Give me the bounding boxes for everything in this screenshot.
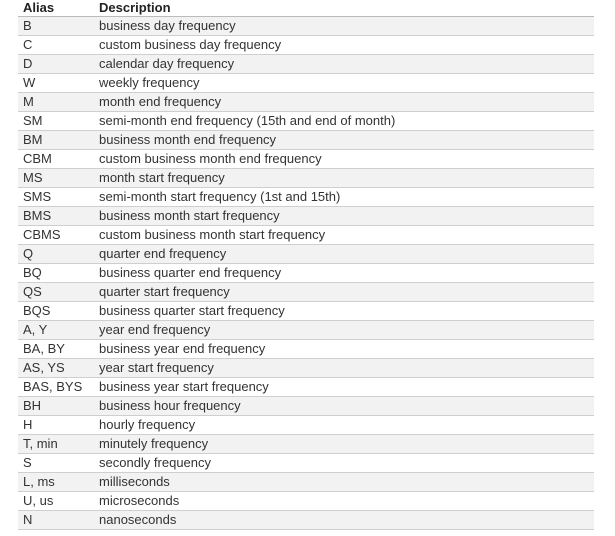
column-header-alias: Alias — [18, 0, 94, 17]
description-cell: milliseconds — [94, 473, 594, 492]
table-row — [18, 264, 594, 283]
table-row — [18, 454, 594, 473]
table-row — [18, 473, 594, 492]
description-cell: nanoseconds — [94, 511, 594, 530]
alias-cell: U, us — [18, 492, 94, 511]
alias-cell: M — [18, 93, 94, 112]
alias-cell: BA, BY — [18, 340, 94, 359]
alias-cell: CBMS — [18, 226, 94, 245]
alias-cell: N — [18, 511, 94, 530]
description-cell: business month start frequency — [94, 207, 594, 226]
description-cell: business quarter start frequency — [94, 302, 594, 321]
table-row — [18, 36, 594, 55]
alias-cell: H — [18, 416, 94, 435]
description-cell: year start frequency — [94, 359, 594, 378]
alias-cell: T, min — [18, 435, 94, 454]
description-cell: business day frequency — [94, 17, 594, 36]
offset-aliases-table — [18, 0, 594, 530]
description-cell: month start frequency — [94, 169, 594, 188]
table-row — [18, 207, 594, 226]
table-row — [18, 245, 594, 264]
table-row — [18, 416, 594, 435]
table-row — [18, 17, 594, 36]
alias-cell: BAS, BYS — [18, 378, 94, 397]
table-row — [18, 511, 594, 530]
alias-cell: CBM — [18, 150, 94, 169]
table-row — [18, 93, 594, 112]
description-cell: semi-month end frequency (15th and end of month) — [94, 112, 594, 131]
table-row — [18, 169, 594, 188]
description-cell: quarter end frequency — [94, 245, 594, 264]
alias-cell: QS — [18, 283, 94, 302]
alias-cell: D — [18, 55, 94, 74]
table-row — [18, 359, 594, 378]
offset-aliases-table-container — [18, 0, 594, 530]
alias-cell: Q — [18, 245, 94, 264]
table-row — [18, 378, 594, 397]
table-row — [18, 321, 594, 340]
table-row — [18, 74, 594, 93]
description-cell: calendar day frequency — [94, 55, 594, 74]
table-row — [18, 340, 594, 359]
table-row — [18, 283, 594, 302]
alias-cell: BQS — [18, 302, 94, 321]
table-body — [18, 17, 594, 530]
description-cell: year end frequency — [94, 321, 594, 340]
table-row — [18, 150, 594, 169]
table-row — [18, 226, 594, 245]
description-cell: microseconds — [94, 492, 594, 511]
alias-cell: W — [18, 74, 94, 93]
table-row — [18, 435, 594, 454]
alias-cell: L, ms — [18, 473, 94, 492]
alias-cell: BMS — [18, 207, 94, 226]
alias-cell: SM — [18, 112, 94, 131]
description-cell: month end frequency — [94, 93, 594, 112]
column-header-description: Description — [94, 0, 594, 17]
alias-cell: BQ — [18, 264, 94, 283]
description-cell: business month end frequency — [94, 131, 594, 150]
description-cell: minutely frequency — [94, 435, 594, 454]
table-header-row — [18, 0, 594, 17]
table-row — [18, 188, 594, 207]
table-row — [18, 112, 594, 131]
alias-cell: AS, YS — [18, 359, 94, 378]
table-row — [18, 55, 594, 74]
description-cell: weekly frequency — [94, 74, 594, 93]
alias-cell: BM — [18, 131, 94, 150]
description-cell: quarter start frequency — [94, 283, 594, 302]
alias-cell: B — [18, 17, 94, 36]
description-cell: business year end frequency — [94, 340, 594, 359]
description-cell: business year start frequency — [94, 378, 594, 397]
table-row — [18, 131, 594, 150]
alias-cell: C — [18, 36, 94, 55]
description-cell: business quarter end frequency — [94, 264, 594, 283]
table-row — [18, 302, 594, 321]
alias-cell: MS — [18, 169, 94, 188]
description-cell: custom business month end frequency — [94, 150, 594, 169]
description-cell: hourly frequency — [94, 416, 594, 435]
table-row — [18, 492, 594, 511]
alias-cell: A, Y — [18, 321, 94, 340]
description-cell: secondly frequency — [94, 454, 594, 473]
table-row — [18, 397, 594, 416]
description-cell: custom business day frequency — [94, 36, 594, 55]
alias-cell: S — [18, 454, 94, 473]
alias-cell: SMS — [18, 188, 94, 207]
description-cell: semi-month start frequency (1st and 15th) — [94, 188, 594, 207]
alias-cell: BH — [18, 397, 94, 416]
description-cell: business hour frequency — [94, 397, 594, 416]
description-cell: custom business month start frequency — [94, 226, 594, 245]
